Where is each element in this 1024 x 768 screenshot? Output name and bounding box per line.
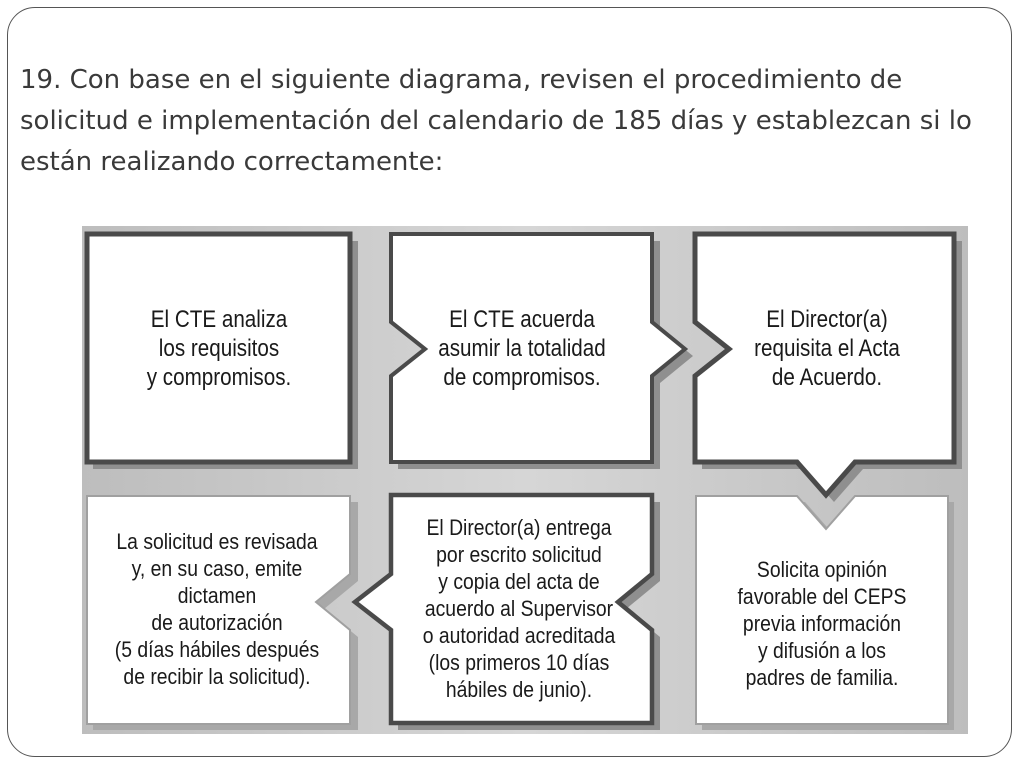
step-1-line: y compromisos. — [146, 363, 292, 391]
step-4-line: previa información — [742, 610, 902, 636]
step-6-text — [104, 498, 329, 720]
step-6-line: y, en su caso, emite — [131, 556, 303, 581]
step-1-line: El CTE analiza — [150, 305, 288, 333]
step-5-line: (los primeros 10 días — [428, 649, 610, 675]
step-5-line: y copia del acta de — [438, 568, 600, 594]
step-4-lines — [738, 556, 907, 691]
question-text: 19. Con base en el siguiente diagrama, revisen el procedimiento de solicitud e implementación del calendario de 185 días y establezcan si lo están realizando correctamente: — [20, 65, 972, 177]
step-1-text — [108, 236, 330, 460]
flow-diagram — [82, 226, 968, 734]
step-6-line: de autorización — [151, 610, 283, 635]
step-6-line: (5 días hábiles después — [114, 637, 320, 662]
step-2-lines — [438, 305, 605, 392]
step-1-lines — [147, 305, 292, 392]
step-5-line: hábiles de junio). — [445, 676, 593, 702]
step-2-text — [421, 236, 624, 460]
step-2-line: de compromisos. — [443, 363, 601, 391]
step-3-line: requisita el Acta — [754, 334, 900, 362]
step-3-line: de Acuerdo. — [771, 363, 883, 391]
step-6-line: de recibir la solicitud). — [123, 664, 311, 689]
step-3-line: El Director(a) — [766, 305, 888, 333]
step-6-lines — [115, 528, 319, 690]
step-6-line: La solicitud es revisada — [116, 529, 318, 554]
step-1-line: los requisitos — [158, 334, 280, 362]
step-5-line: por escrito solicitud — [436, 541, 602, 567]
step-4-line: y difusión a los — [757, 637, 886, 663]
step-5-lines — [423, 514, 616, 703]
step-4-line: Solicita opinión — [756, 556, 888, 582]
step-5-line: o autoridad acreditada — [422, 622, 616, 648]
step-4-text — [719, 526, 925, 720]
step-2-line: El CTE acuerda — [449, 305, 595, 333]
step-5-line: El Director(a) entrega — [426, 514, 612, 540]
step-5-text — [406, 497, 631, 719]
step-2-line: asumir la totalidad — [438, 334, 606, 362]
step-6-line: dictamen — [177, 583, 257, 608]
step-4-line: favorable del CEPS — [737, 583, 907, 609]
step-4-line: padres de familia. — [745, 664, 899, 690]
step-5-line: acuerdo al Supervisor — [424, 595, 614, 621]
step-3-lines — [754, 305, 900, 392]
step-3-text — [721, 236, 933, 460]
